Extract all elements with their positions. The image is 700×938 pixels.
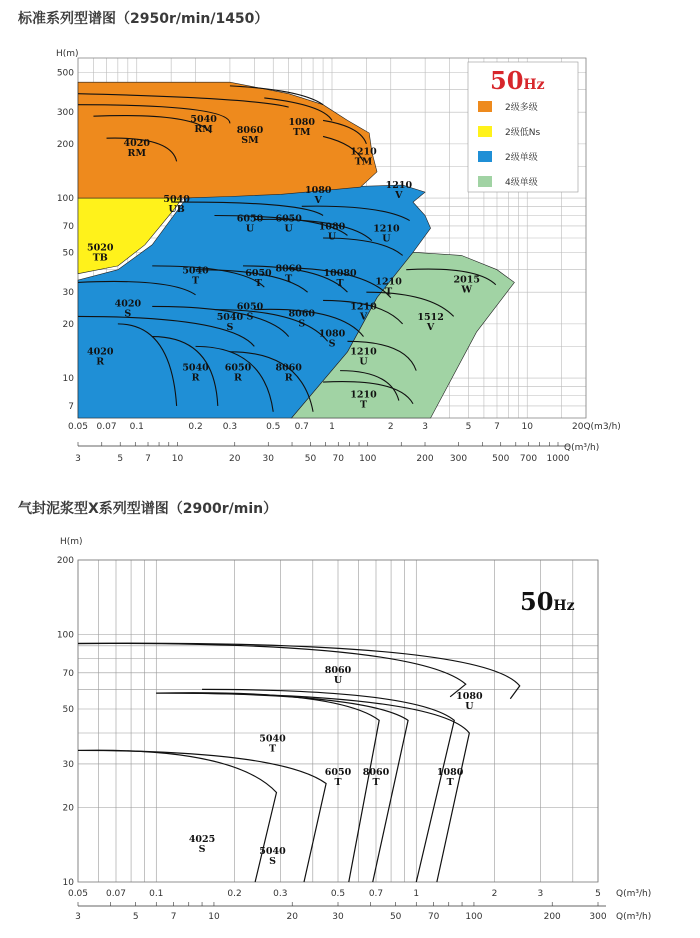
chart1-xbottom-tick: 10 bbox=[171, 454, 184, 464]
chart2-ytick: 100 bbox=[56, 630, 74, 641]
chart1-model-label: TM bbox=[354, 156, 373, 168]
chart1-xtop-tick: 0.7 bbox=[294, 422, 309, 432]
chart1-model-label: 5040 bbox=[163, 194, 190, 206]
chart1-xbottom-tick: 30 bbox=[262, 454, 274, 464]
chart1-legend-swatch bbox=[478, 126, 492, 137]
chart1-model-label: U bbox=[327, 231, 337, 243]
chart2-xbottom-tick: 5 bbox=[132, 912, 139, 922]
chart2-model-label: 8060 bbox=[324, 664, 352, 676]
chart1-model-label: 6050 bbox=[236, 301, 264, 313]
chart1-ytick: 200 bbox=[56, 139, 74, 150]
chart2-xtop-tick: 2 bbox=[491, 889, 498, 899]
chart2-xtop-label: Q(m³/h) bbox=[616, 889, 652, 899]
chart2-xbottom-tick: 30 bbox=[332, 912, 344, 922]
chart1-legend bbox=[468, 62, 578, 192]
chart1-model-label: W bbox=[461, 284, 473, 296]
chart1-model-label: U bbox=[284, 223, 293, 235]
chart1-ytick: 7 bbox=[68, 401, 74, 412]
chart2-model-label: S bbox=[198, 844, 206, 856]
chart1-xtop-tick: 0.3 bbox=[222, 422, 238, 432]
chart1-xbottom-tick: 1000 bbox=[546, 454, 570, 464]
chart2-curve bbox=[78, 750, 326, 882]
chart2-curve bbox=[78, 643, 466, 696]
chart2-model-label: 1080 bbox=[456, 690, 483, 702]
chart1-model-label: 2015 bbox=[453, 274, 480, 286]
chart2-xbottom-tick: 7 bbox=[170, 912, 177, 922]
chart2-xtop-tick: 1 bbox=[413, 889, 420, 899]
chart2-model-label: U bbox=[333, 674, 343, 686]
chart1-model-label: S bbox=[298, 318, 306, 330]
chart1-model-label: U bbox=[382, 233, 391, 245]
chart1-model-label: 4020 bbox=[114, 298, 142, 310]
chart1-model-label: 8060 bbox=[236, 124, 264, 136]
chart1-model-label: RM bbox=[127, 147, 146, 159]
chart1-xtop-tick: 7 bbox=[494, 422, 500, 432]
chart2-xtop-tick: 0.7 bbox=[368, 889, 384, 899]
chart1-model-label: 6050 bbox=[275, 213, 302, 225]
chart1-xbottom-tick: 70 bbox=[332, 454, 344, 464]
chart1-model-label: 5040 bbox=[216, 312, 244, 324]
chart1-title: 标准系列型谱图（2950r/min/1450） bbox=[18, 11, 269, 27]
chart2-xbottom-tick: 70 bbox=[427, 912, 440, 922]
chart2-model-label: U bbox=[465, 700, 474, 712]
chart1-model-label: R bbox=[234, 372, 242, 384]
chart2-title: 气封泥浆型X系列型谱图（2900r/min） bbox=[18, 501, 278, 517]
chart2-xtop-tick: 0.05 bbox=[67, 889, 89, 899]
chart1-ytick: 300 bbox=[56, 108, 74, 119]
chart1-model-label: 6050 bbox=[245, 267, 272, 279]
chart2-xbottom-tick: 10 bbox=[208, 912, 220, 922]
chart1-xtop-tick: 0.5 bbox=[266, 422, 281, 432]
chart2-model-label: 5040 bbox=[259, 845, 286, 857]
chart2-model-label: T bbox=[268, 743, 277, 755]
chart1-model-label: V bbox=[359, 311, 368, 323]
chart1-ytick: 50 bbox=[62, 248, 74, 259]
chart1-ytick: 500 bbox=[56, 68, 74, 79]
chart1-legend-swatch bbox=[478, 101, 492, 112]
chart1-ytick: 70 bbox=[62, 221, 74, 232]
chart1-xtop-tick: 0.2 bbox=[188, 422, 203, 432]
chart1-ytick: 30 bbox=[62, 288, 74, 299]
chart2-xtop-tick: 0.2 bbox=[227, 889, 242, 899]
chart1-xtop-tick: 5 bbox=[465, 422, 472, 432]
chart2-xbottom-tick: 300 bbox=[589, 912, 607, 922]
chart1-model-label: R bbox=[284, 372, 293, 384]
chart1-model-label: T bbox=[254, 277, 262, 289]
chart1-model-label: V bbox=[426, 322, 435, 334]
chart2-xtop-tick: 0.07 bbox=[105, 889, 127, 899]
chart1-model-label: T bbox=[192, 275, 200, 287]
chart2-model-label: 5040 bbox=[259, 733, 286, 745]
chart1-xtop-tick: 0.1 bbox=[129, 422, 144, 432]
chart1-model-label: 1080 bbox=[318, 328, 346, 340]
chart1-xbottom-tick: 200 bbox=[416, 454, 434, 464]
chart1-model-label: U bbox=[245, 223, 255, 235]
chart1-model-label: S bbox=[328, 338, 336, 350]
chart1-xtop-tick: 3 bbox=[422, 422, 429, 432]
chart1-xtop-tick: 1 bbox=[329, 422, 335, 432]
chart2-xtop-tick: 0.3 bbox=[273, 889, 288, 899]
chart1-legend-swatch bbox=[478, 151, 492, 162]
chart1-model-label: 8060 bbox=[275, 362, 302, 374]
chart1-model-label: 1080 bbox=[288, 116, 315, 128]
chart2-xtop-tick: 0.5 bbox=[330, 889, 346, 899]
chart1-xtop-tick: 2 bbox=[387, 422, 394, 432]
chart2-xbottom-tick: 50 bbox=[389, 912, 402, 922]
chart1-model-label: 1210 bbox=[350, 389, 377, 401]
chart2-model-label: T bbox=[446, 777, 454, 789]
chart1-model-label: 5040 bbox=[190, 113, 217, 125]
chart1-model-label: 1210 bbox=[373, 223, 400, 235]
chart2-model-label: T bbox=[334, 777, 342, 789]
chart2-xtop-tick: 3 bbox=[537, 889, 544, 899]
chart1-model-label: 8060 bbox=[288, 308, 315, 320]
chart1-legend-label: 2级单级 bbox=[505, 153, 538, 163]
chart2-curve bbox=[78, 750, 276, 882]
chart1-legend-swatch bbox=[478, 176, 492, 187]
chart1-hz-label: 50Hz bbox=[490, 66, 545, 95]
chart1-ytick: 20 bbox=[62, 319, 74, 330]
chart1-xbottom-tick: 500 bbox=[492, 454, 510, 464]
chart1-xbottom-tick: 7 bbox=[145, 454, 151, 464]
chart2-model-label: T bbox=[372, 777, 380, 789]
chart1-model-label: T bbox=[385, 286, 393, 298]
chart1-xbottom-tick: 50 bbox=[304, 454, 317, 464]
chart1-model-label: 8060 bbox=[275, 263, 302, 275]
chart1-model-label: S bbox=[124, 308, 132, 320]
chart1-xbottom-unit: Q(m³/h) bbox=[564, 443, 600, 453]
chart1-xtop-label: 20Q(m3/h) bbox=[572, 422, 621, 432]
chart2-xbottom-unit: Q(m³/h) bbox=[616, 912, 652, 922]
chart1-legend-label: 4级单级 bbox=[505, 178, 538, 188]
chart1-xbottom-tick: 5 bbox=[117, 454, 124, 464]
chart1-model-label: V bbox=[395, 189, 403, 201]
chart2-xbottom-tick: 200 bbox=[543, 912, 561, 922]
chart2-model-label: 6050 bbox=[324, 767, 352, 779]
chart2-ytick: 10 bbox=[62, 878, 74, 888]
chart1-model-label: R bbox=[96, 356, 105, 368]
chart2-ytick: 70 bbox=[62, 668, 74, 679]
chart1-model-label: 1210 bbox=[350, 301, 377, 313]
chart1-model-label: U bbox=[359, 356, 368, 368]
chart2-xbottom-tick: 20 bbox=[286, 912, 298, 922]
chart1-ylabel: H(m) bbox=[56, 49, 79, 59]
chart1-model-label: 1080 bbox=[304, 184, 332, 196]
chart1-model-label: 1210 bbox=[350, 346, 377, 358]
chart1-model-label: R bbox=[191, 372, 200, 384]
chart1-model-label: 1210 bbox=[385, 179, 413, 191]
chart2-xtop-tick: 5 bbox=[595, 889, 601, 899]
chart1-model-label: RM bbox=[194, 123, 213, 135]
chart1-model-label: TB bbox=[92, 252, 108, 264]
chart1-model-label: UB bbox=[168, 204, 185, 216]
chart2-ytick: 200 bbox=[56, 556, 74, 566]
chart2-xtop-tick: 0.1 bbox=[149, 889, 164, 899]
chart1-model-label: T bbox=[359, 399, 368, 411]
chart1-xbottom-tick: 300 bbox=[449, 454, 468, 464]
chart1-model-label: 1080 bbox=[318, 221, 346, 233]
chart1-model-label: 5040 bbox=[182, 265, 209, 277]
chart2-model-label: 8060 bbox=[362, 767, 390, 779]
chart1-model-label: 6050 bbox=[224, 362, 252, 374]
chart1-model-label: S bbox=[246, 311, 254, 323]
chart1-model-label: S bbox=[226, 322, 234, 334]
chart1-model-label: T bbox=[285, 273, 293, 285]
chart1-model-label: 4020 bbox=[123, 137, 150, 149]
chart2-model-label: 1080 bbox=[436, 767, 464, 779]
chart2-xbottom-tick: 100 bbox=[465, 912, 483, 922]
chart2-x-series bbox=[0, 508, 700, 938]
chart2-ylabel: H(m) bbox=[60, 537, 83, 547]
chart1-model-label: V bbox=[314, 194, 322, 206]
chart1-model-label: TM bbox=[292, 126, 311, 138]
chart2-hz-label: 50Hz bbox=[520, 587, 575, 616]
chart1-xtop-tick: 10 bbox=[521, 422, 533, 432]
chart1-model-label: 6050 bbox=[236, 213, 264, 225]
chart1-model-label: 10080 bbox=[323, 267, 357, 279]
chart2-model-label: 4025 bbox=[188, 834, 216, 846]
chart2-ytick: 30 bbox=[62, 759, 74, 770]
chart1-xtop-tick: 0.05 bbox=[67, 422, 89, 432]
chart1-model-label: 1512 bbox=[417, 312, 444, 324]
chart1-xbottom-tick: 20 bbox=[229, 454, 241, 464]
chart1-model-label: 4020 bbox=[87, 346, 114, 358]
chart1-xbottom-tick: 3 bbox=[75, 454, 81, 464]
chart1-model-label: 1210 bbox=[375, 276, 402, 288]
chart1-model-label: 5020 bbox=[87, 242, 114, 254]
chart1-legend-label: 2级低Ns bbox=[505, 128, 541, 138]
chart1-xbottom-tick: 100 bbox=[359, 454, 377, 464]
chart1-model-label: T bbox=[336, 277, 344, 289]
chart1-xbottom-tick: 700 bbox=[519, 454, 538, 464]
chart1-legend-label: 2级多级 bbox=[505, 103, 538, 113]
chart2-xbottom-tick: 3 bbox=[75, 912, 81, 922]
chart2-ytick: 50 bbox=[62, 705, 74, 716]
chart2-ytick: 20 bbox=[62, 803, 74, 814]
chart1-ytick: 100 bbox=[56, 194, 74, 205]
chart2-model-labels bbox=[189, 665, 483, 867]
chart1-ytick: 10 bbox=[62, 374, 74, 385]
chart1-model-label: 5040 bbox=[182, 362, 209, 374]
chart1-model-label: SM bbox=[241, 134, 259, 146]
chart1-xtop-tick: 0.07 bbox=[96, 422, 117, 432]
chart1-model-label: 1210 bbox=[350, 146, 377, 158]
chart2-model-label: S bbox=[269, 855, 276, 867]
